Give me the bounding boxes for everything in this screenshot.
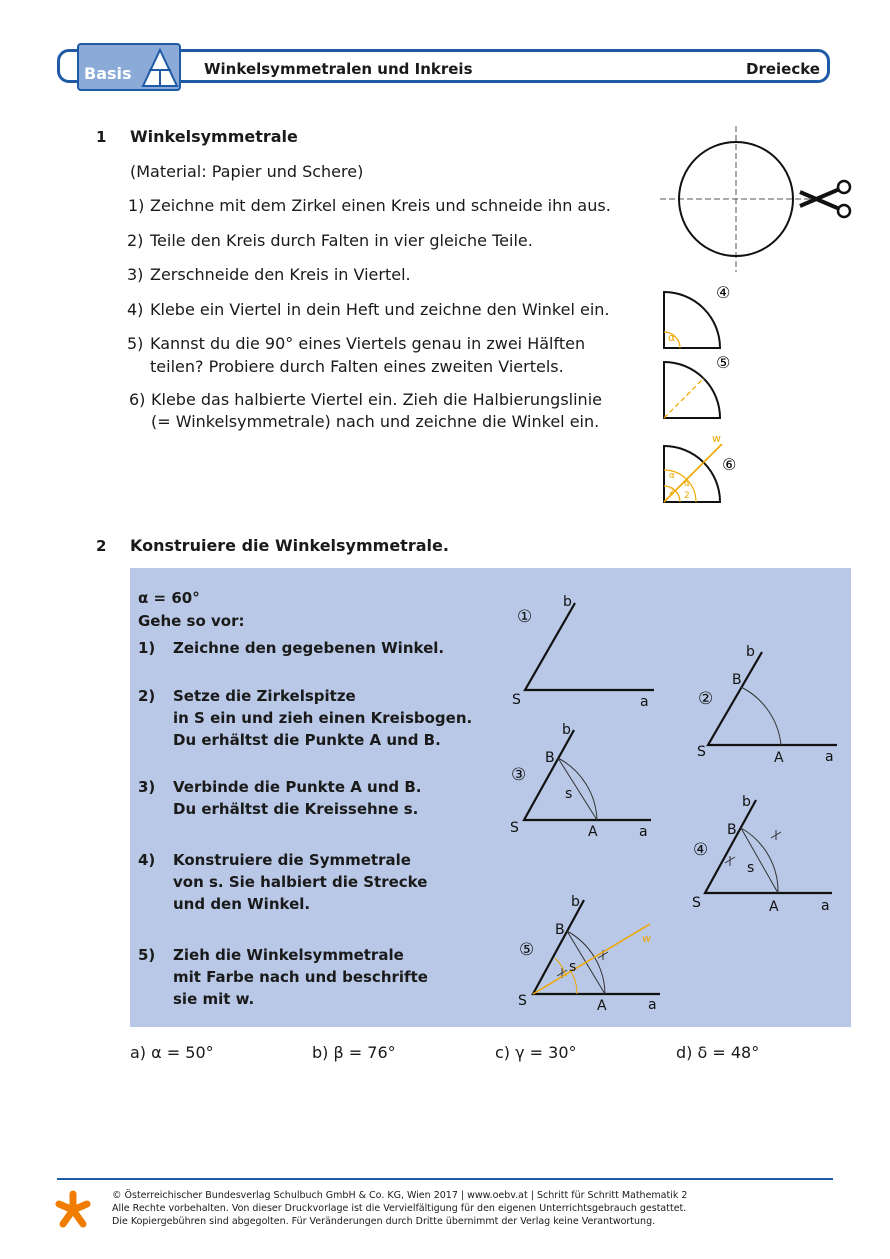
exercise-c: c) γ = 30° — [495, 1043, 577, 1062]
task1-figure — [650, 120, 860, 515]
task2-title: Konstruiere die Winkelsymmetrale. — [130, 536, 449, 555]
step-line: Du erhältst die Kreissehne s. — [173, 800, 419, 818]
figure-mark: ⑥ — [722, 455, 737, 474]
task1-step-num: 5) — [127, 334, 144, 353]
label-B: B — [727, 822, 737, 838]
half-two: 2 — [684, 491, 690, 501]
basis-label: Basis — [84, 64, 132, 83]
step-line: und den Winkel. — [173, 895, 311, 913]
step-line: Du erhältst die Punkte A und B. — [173, 731, 441, 749]
step-line: Zieh die Winkelsymmetrale — [173, 946, 404, 964]
step-line: Verbinde die Punkte A und B. — [173, 778, 422, 796]
figure-mark: ④ — [716, 283, 731, 302]
step-mark: ④ — [693, 840, 709, 860]
footer-line: © Österreichischer Bundesverlag Schulbuch GmbH & Co. KG, Wien 2017 | www.oebv.at | Schritt für Schritt Mathematik 2 — [112, 1190, 688, 1201]
task1-step-text: Klebe das halbierte Viertel ein. Zieh die Halbierungslinie — [151, 390, 602, 409]
label-a: a — [825, 749, 834, 765]
exercise-d: d) δ = 48° — [676, 1043, 760, 1062]
chapter-title: Dreiecke — [746, 60, 820, 78]
step-line: sie mit w. — [173, 990, 255, 1008]
compass-arc — [741, 687, 781, 745]
label-b: b — [562, 722, 571, 738]
task1-step-text: Teile den Kreis durch Falten in vier gleiche Teile. — [150, 231, 533, 250]
cross-mark — [725, 856, 735, 866]
step-num: 2) — [138, 687, 156, 705]
given-angle: α = 60° — [138, 589, 200, 607]
step-line: in S ein und zieh einen Kreisbogen. — [173, 709, 473, 727]
alpha-label: α — [668, 331, 676, 344]
angle-3 — [524, 730, 651, 820]
step-line: von s. Sie halbiert die Strecke — [173, 873, 428, 891]
label-b: b — [571, 894, 580, 910]
task1-step-num: 2) — [127, 231, 144, 250]
label-S: S — [518, 993, 527, 1009]
task1-step-text: (= Winkelsymmetrale) nach und zeichne die Winkel ein. — [151, 412, 600, 431]
publisher-logo-icon — [55, 1190, 91, 1228]
task1-title: Winkelsymmetrale — [130, 127, 298, 146]
angle-2 — [708, 652, 837, 745]
task1-step-num: 4) — [127, 300, 144, 319]
label-a: a — [648, 997, 657, 1013]
intro-text: Gehe so vor: — [138, 612, 245, 630]
step-num: 5) — [138, 946, 156, 964]
label-A: A — [769, 899, 779, 915]
label-S: S — [512, 692, 521, 708]
label-B: B — [545, 750, 555, 766]
angle-1 — [525, 603, 654, 690]
task1-step-num: 3) — [127, 265, 144, 284]
step-num: 1) — [138, 639, 156, 657]
page-title: Winkelsymmetralen und Inkreis — [204, 60, 473, 78]
bisector-w — [533, 924, 650, 994]
label-s: s — [565, 786, 573, 802]
step-line: mit Farbe nach und beschrifte — [173, 968, 428, 986]
task2-number: 2 — [96, 537, 107, 555]
step-mark: ⑤ — [519, 940, 535, 960]
step-line: Zeichne den gegebenen Winkel. — [173, 639, 445, 657]
step-line: Konstruiere die Symmetrale — [173, 851, 411, 869]
task1-step-text: Zerschneide den Kreis in Viertel. — [150, 265, 411, 284]
task1-step-num: 1) — [128, 196, 145, 215]
label-B: B — [555, 922, 565, 938]
label-S: S — [510, 820, 519, 836]
step-num: 3) — [138, 778, 156, 796]
step-line: Setze die Zirkelspitze — [173, 687, 356, 705]
triangle-logo-icon — [141, 48, 179, 88]
label-b: b — [742, 794, 751, 810]
label-b: b — [563, 594, 572, 610]
step-mark: ② — [698, 689, 714, 709]
footer-line: Alle Rechte vorbehalten. Von dieser Druckvorlage ist die Vervielfältigung für den eigenen Unterrichtsgebrauch gestattet. — [112, 1203, 687, 1214]
label-A: A — [597, 998, 607, 1014]
task1-step-text: teilen? Probiere durch Falten eines zweiten Viertels. — [150, 357, 564, 376]
exercise-b: b) β = 76° — [312, 1043, 396, 1062]
step-num: 4) — [138, 851, 156, 869]
footer-line: Die Kopiergebühren sind abgegolten. Für Veränderungen durch Dritte übernimmt der Verlag keine Verantwortung. — [112, 1216, 656, 1227]
step-mark: ③ — [511, 765, 527, 785]
task1-step-text: Kannst du die 90° eines Viertels genau in zwei Hälften — [150, 334, 586, 353]
label-a: a — [639, 824, 648, 840]
task1-step-text: Zeichne mit dem Zirkel einen Kreis und schneide ihn aus. — [150, 196, 611, 215]
label-s: s — [569, 959, 577, 975]
step-mark: ① — [517, 607, 533, 627]
label-s: s — [747, 860, 755, 876]
task1-number: 1 — [96, 128, 107, 146]
task1-step-num: 6) — [129, 390, 146, 409]
exercise-a: a) α = 50° — [130, 1043, 214, 1062]
w-label: w — [642, 932, 651, 945]
construction-diagrams — [500, 580, 845, 1020]
label-a: a — [821, 898, 830, 914]
label-B: B — [732, 672, 742, 688]
angle-4 — [705, 800, 832, 893]
footer-rule — [57, 1178, 833, 1180]
half-two: 2 — [669, 487, 675, 497]
chord-s — [558, 758, 597, 820]
label-b: b — [746, 644, 755, 660]
label-A: A — [774, 750, 784, 766]
task1-step-text: Klebe ein Viertel in dein Heft und zeichne den Winkel ein. — [150, 300, 610, 319]
label-S: S — [692, 895, 701, 911]
label-S: S — [697, 744, 706, 760]
half-alpha: α — [684, 479, 690, 489]
label-a: a — [640, 694, 649, 710]
cross-mark — [771, 830, 781, 840]
label-A: A — [588, 824, 598, 840]
figure-mark: ⑤ — [716, 353, 731, 372]
half-alpha: α — [669, 471, 675, 481]
task1-material: (Material: Papier und Schere) — [130, 162, 364, 181]
w-label: w — [712, 432, 721, 445]
